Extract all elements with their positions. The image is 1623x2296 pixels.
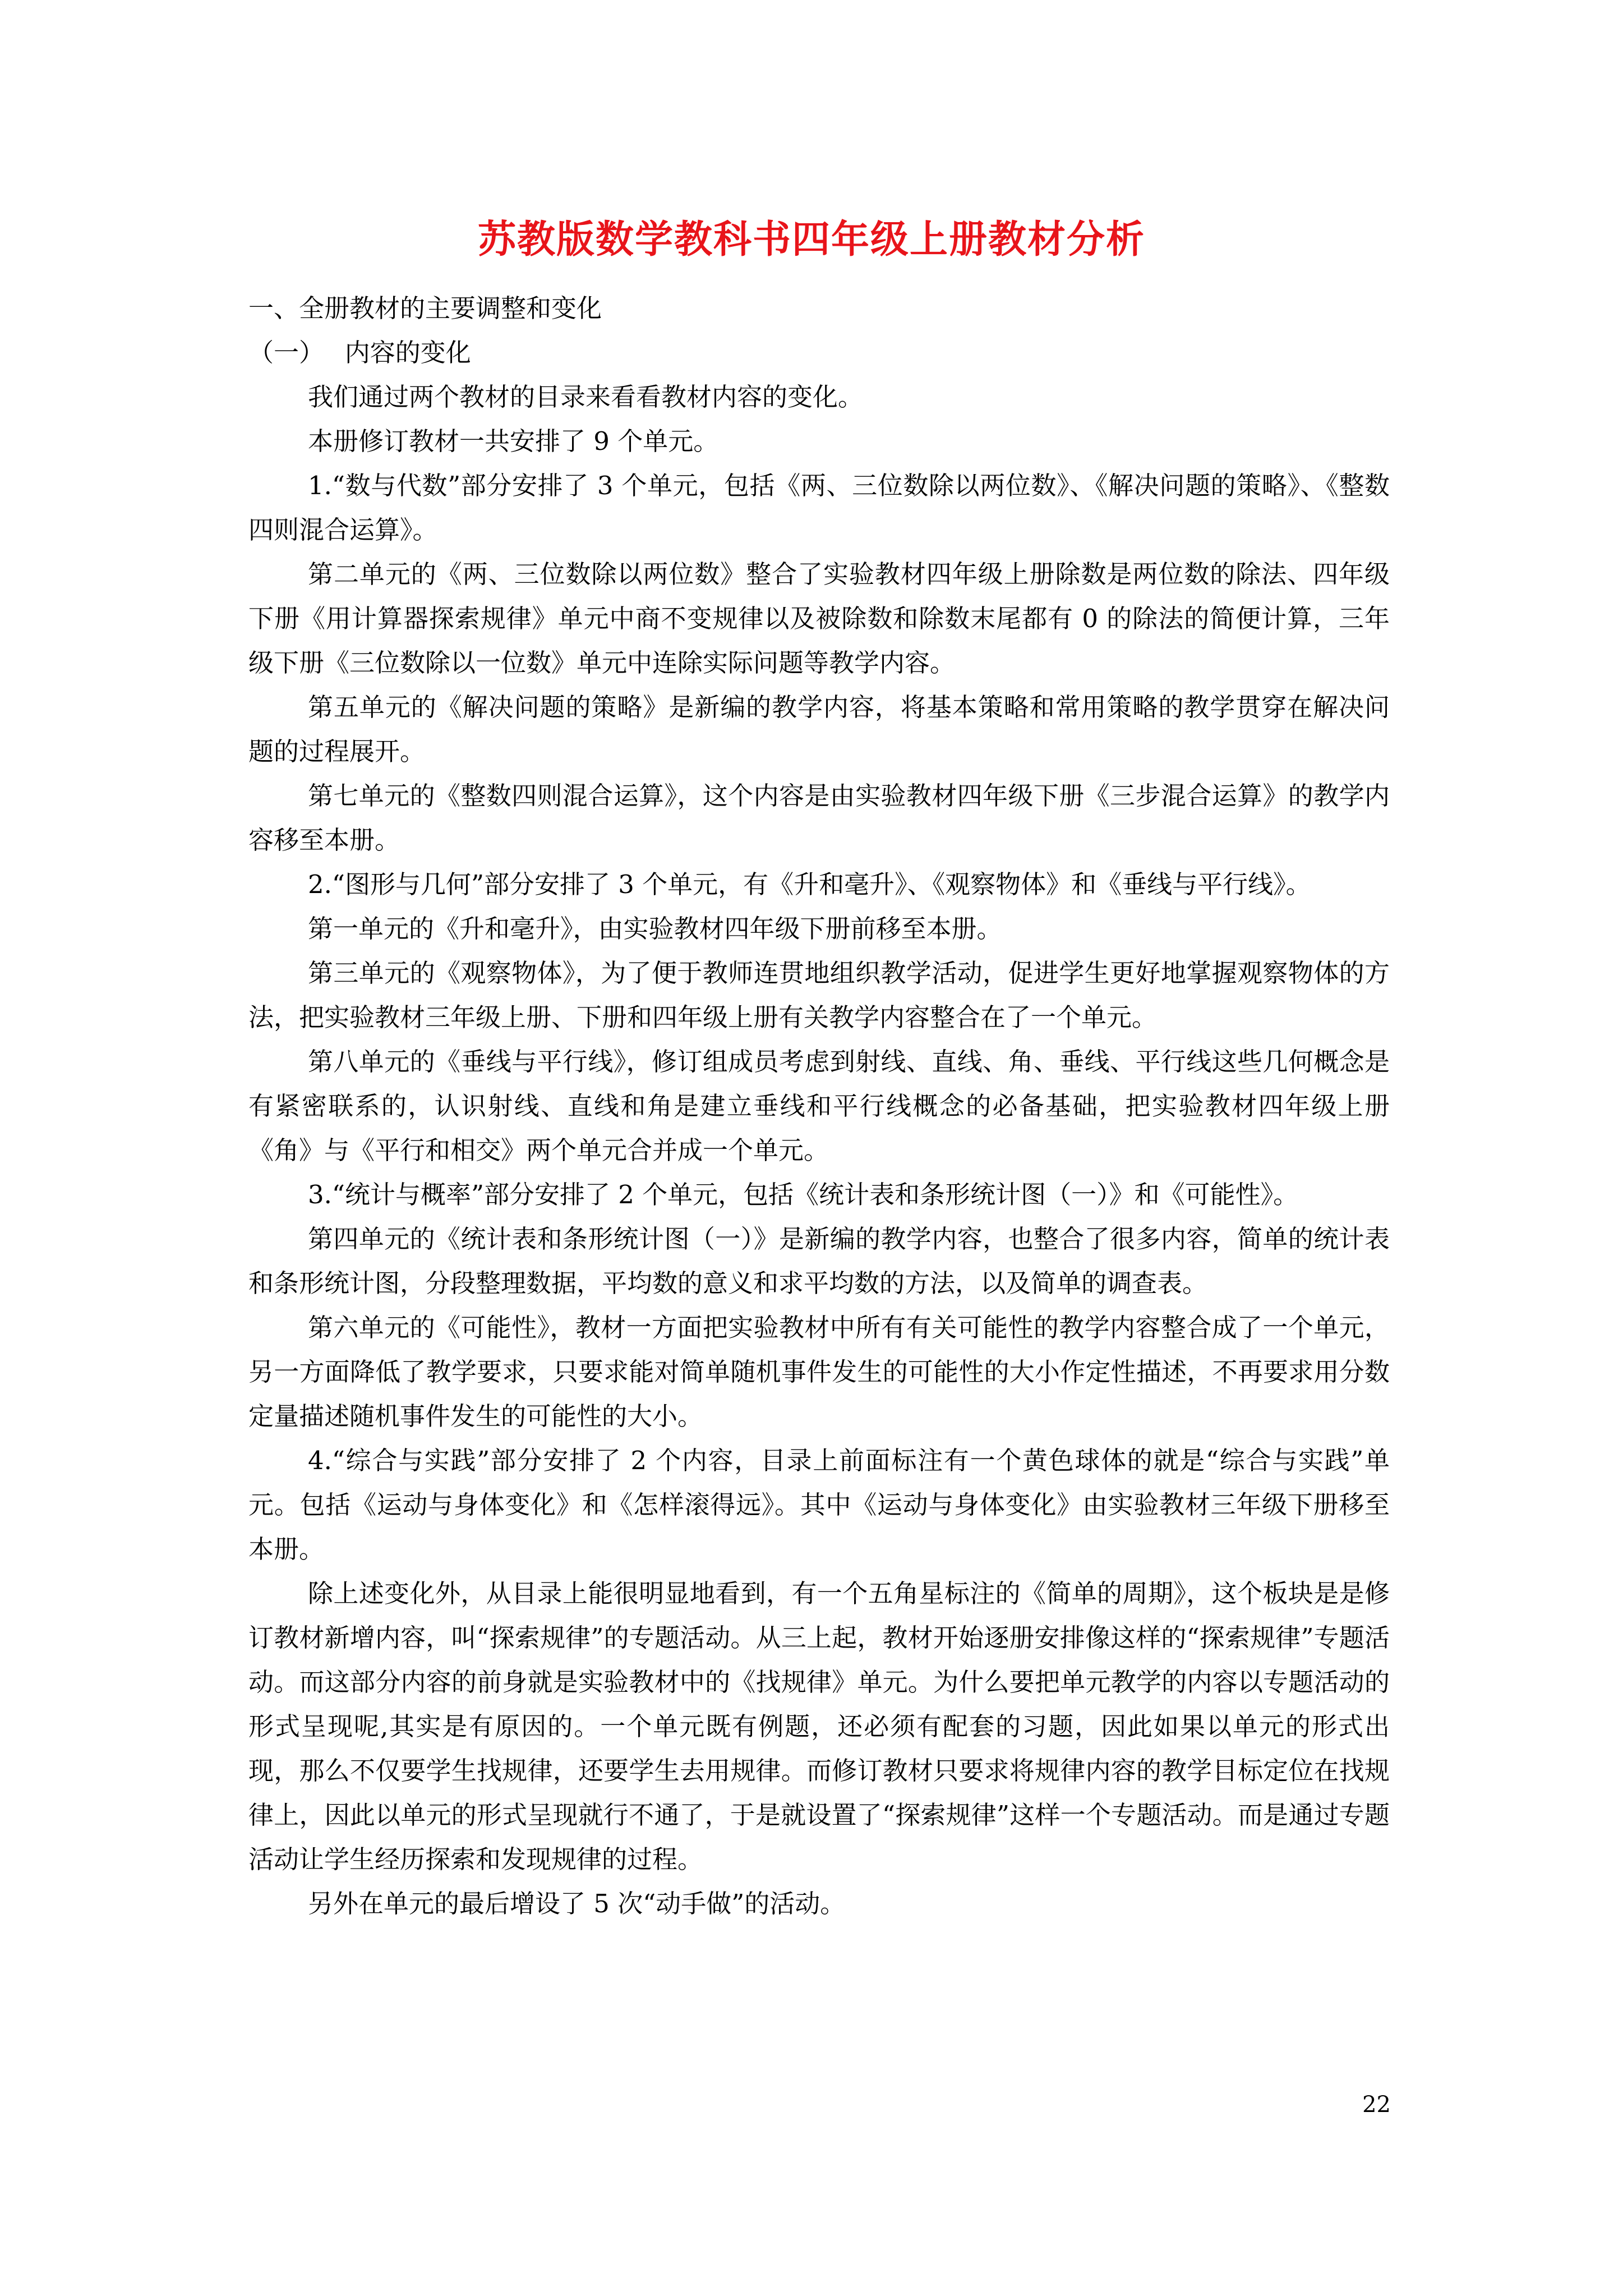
paragraph-16: 另外在单元的最后增设了 5 次“动手做”的活动。: [308, 1889, 846, 1918]
paragraph-14: 4.“综合与实践”部分安排了 2 个内容，目录上前面标注有一个黄色球体的就是“综合与实践”单元。包括《运动与身体变化》和《怎样滚得远》。其中《运动与身体变化》由实验教材三年级下册移至本册。: [248, 1446, 1390, 1564]
subsection-heading: （一） 内容的变化: [248, 338, 471, 367]
paragraph-4: 第二单元的《两、三位数除以两位数》整合了实验教材四年级上册除数是两位数的除法、四年级下册《用计算器探索规律》单元中商不变规律以及被除数和除数末尾都有 0 的除法的简便计算，三年级下册《三位数除以一位数》单元中连除实际问题等教学内容。: [248, 559, 1390, 678]
paragraph-12: 第四单元的《统计表和条形统计图（一）》是新编的教学内容，也整合了很多内容，简单的统计表和条形统计图，分段整理数据，平均数的意义和求平均数的方法，以及简单的调查表。: [248, 1224, 1390, 1298]
paragraph-15: 除上述变化外，从目录上能很明显地看到，有一个五角星标注的《简单的周期》，这个板块是是修订教材新增内容，叫“探索规律”的专题活动。从三上起，教材开始逐册安排像这样的“探索规律”专题活动。而这部分内容的前身就是实验教材中的《找规律》单元。为什么要把单元教学的内容以专题活动的形式呈现呢,其实是有原因的。一个单元既有例题，还必须有配套的习题，因此如果以单元的形式出现，那么不仅要学生找规律，还要学生去用规律。而修订教材只要求将规律内容的教学目标定位在找规律上，因此以单元的形式呈现就行不通了，于是就设置了“探索规律”这样一个专题活动。而是通过专题活动让学生经历探索和发现规律的过程。: [248, 1579, 1390, 1874]
section-heading: 一、全册教材的主要调整和变化: [248, 293, 602, 323]
document-title: 苏教版数学教科书四年级上册教材分析: [477, 217, 1145, 262]
paragraph-13: 第六单元的《可能性》，教材一方面把实验教材中所有有关可能性的教学内容整合成了一个单元，另一方面降低了教学要求，只要求能对简单随机事件发生的可能性的大小作定性描述，不再要求用分数定量描述随机事件发生的可能性的大小。: [248, 1313, 1390, 1431]
paragraph-6: 第七单元的《整数四则混合运算》，这个内容是由实验教材四年级下册《三步混合运算》的教学内容移至本册。: [248, 781, 1390, 855]
paragraph-9: 第三单元的《观察物体》，为了便于教师连贯地组织教学活动，促进学生更好地掌握观察物体的方法，把实验教材三年级上册、下册和四年级上册有关教学内容整合在了一个单元。: [248, 958, 1390, 1032]
page-number: 22: [1362, 2092, 1391, 2118]
paragraph-8: 第一单元的《升和毫升》，由实验教材四年级下册前移至本册。: [308, 914, 1002, 944]
paragraph-1: 我们通过两个教材的目录来看看教材内容的变化。: [308, 382, 864, 412]
paragraph-11: 3.“统计与概率”部分安排了 2 个单元，包括《统计表和条形统计图（一）》和《可能性》。: [308, 1180, 1299, 1209]
paragraph-5: 第五单元的《解决问题的策略》是新编的教学内容，将基本策略和常用策略的教学贯穿在解决问题的过程展开。: [248, 692, 1390, 766]
document-body: [248, 286, 1390, 1926]
paragraph-10: 第八单元的《垂线与平行线》，修订组成员考虑到射线、直线、角、垂线、平行线这些几何概念是有紧密联系的，认识射线、直线和角是建立垂线和平行线概念的必备基础，把实验教材四年级上册《角》与《平行和相交》两个单元合并成一个单元。: [248, 1047, 1390, 1165]
paragraph-3: 1.“数与代数”部分安排了 3 个单元，包括《两、三位数除以两位数》、《解决问题的策略》、《整数四则混合运算》。: [248, 471, 1390, 545]
paragraph-2: 本册修订教材一共安排了 9 个单元。: [308, 426, 719, 456]
paragraph-7: 2.“图形与几何”部分安排了 3 个单元，有《升和毫升》、《观察物体》和《垂线与平行线》。: [308, 869, 1311, 899]
